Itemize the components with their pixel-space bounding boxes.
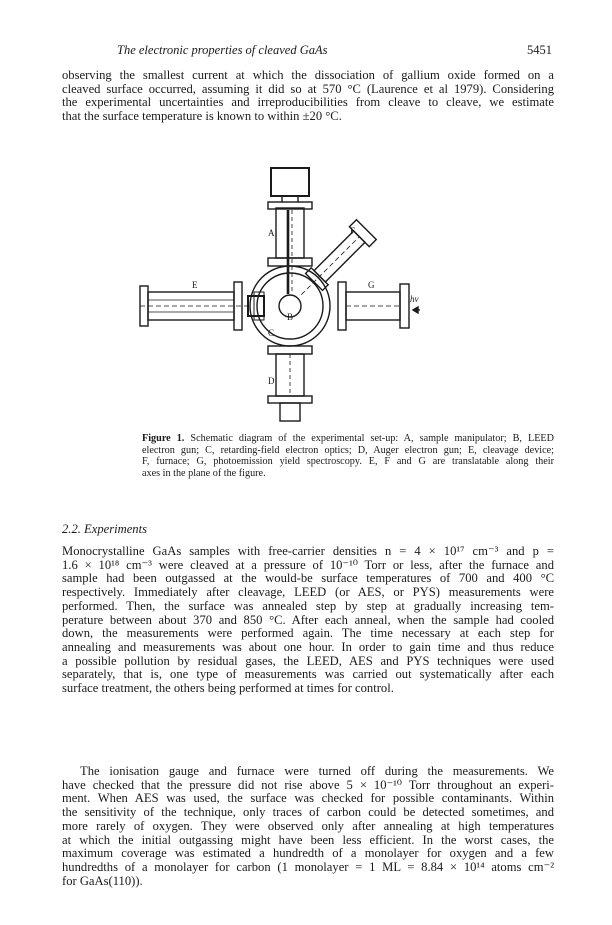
label-e: E bbox=[192, 280, 198, 290]
paragraph-3-line: have checked that the pressure did not rise above 5 × 10⁻¹⁰ Torr throughout an experi- bbox=[62, 777, 554, 792]
paragraph-1-line: that the surface temperature is known to within ±20 °C. bbox=[62, 109, 342, 124]
port-g-end-flange bbox=[400, 284, 409, 328]
paragraph-3-line: hundredths of a monolayer for carbon (1 monolayer = 1 ML = 8.84 × 10¹⁴ atoms cm⁻² bbox=[62, 859, 554, 874]
paragraph-2-line: respectively. Immediately after cleavage, LEED (or AES, or PYS) measurements were bbox=[62, 585, 554, 600]
paragraph-2-line: separately, that is, one type of measurements was carried out systematically after each bbox=[62, 667, 554, 682]
paragraph-2-line: sample had been outgassed at the would-be surface temperatures of 700 and 400 °C bbox=[62, 571, 554, 586]
sample-manipulator bbox=[271, 168, 309, 196]
port-a-tube bbox=[276, 208, 304, 258]
paragraph-1 bbox=[62, 69, 554, 124]
paragraph-2-line: down, the measurements were performed again. The time necessary at each step for bbox=[62, 626, 554, 641]
label-b: B bbox=[287, 312, 294, 322]
caption-line: electron gun; C, retarding-field electron optics; D, Auger electron gun; E, cleavage device; bbox=[142, 444, 554, 456]
paragraph-1-line: cleaved surface occurred, assuming it did so at 570 °C (Laurence et al 1979). Considering bbox=[62, 81, 554, 96]
paragraph-3-line: for GaAs(110)). bbox=[62, 873, 143, 888]
paragraph-3 bbox=[62, 765, 554, 888]
paragraph-2-line: perature between about 370 and 850 °C. After each anneal, when the sample had cooled bbox=[62, 612, 554, 627]
port-d-flange-lower bbox=[268, 396, 312, 403]
paragraph-2 bbox=[62, 545, 554, 696]
paragraph-3-line: ment. When AES was used, the surface was checked for possible contaminants. Within bbox=[62, 791, 554, 806]
paragraph-2-line: performed. Then, the surface was annealed step by step at gradually increasing tem- bbox=[62, 598, 554, 613]
label-c: C bbox=[268, 328, 275, 338]
auger-electron-gun bbox=[280, 403, 300, 421]
paragraph-2-line: surface treatment, the others being performed at times for control. bbox=[62, 681, 394, 696]
paragraph-3-line: maximum coverage was estimated a hundredth of a monolayer for oxygen and a few bbox=[62, 846, 554, 861]
paragraph-2-line: 1.6 × 10¹⁸ cm⁻³ were cleaved at a pressure of 10⁻¹⁰ Torr or less, after the furnace and bbox=[62, 557, 554, 572]
running-head-title: The electronic properties of cleaved GaAs bbox=[117, 43, 328, 57]
caption-line: F, furnace; G, photoemission yield spectroscopy. E, F and G are translatable along their bbox=[142, 456, 554, 468]
port-d-flange bbox=[268, 346, 312, 354]
label-f: F bbox=[350, 226, 356, 236]
paragraph-3-line: The ionisation gauge and furnace were turned off during the measurements. We bbox=[80, 764, 554, 778]
caption-line: Schematic diagram of the experimental set-up: A, sample manipulator; B, LEED bbox=[190, 433, 554, 444]
page-number: 5451 bbox=[527, 43, 552, 57]
figure-1 bbox=[130, 164, 420, 424]
chamber-outer-ring bbox=[250, 266, 330, 346]
paragraph-3-line: at which the initial outgassing might have been less efficient. In the worst cases, the bbox=[62, 832, 554, 847]
paragraph-1-line: observing the smallest current at which the dissociation of gallium oxide formed on a bbox=[62, 68, 554, 82]
paragraph-2-line: Monocrystalline GaAs samples with free-carrier densities n = 4 × 10¹⁷ cm⁻³ and p = bbox=[62, 544, 554, 558]
paragraph-1-line: the experimental uncertainties and irreproducibilities from cleave to cleave, we estimate bbox=[62, 95, 554, 110]
paragraph-3-line: more rarely of oxygen. They were observed only after annealing at high temperatures bbox=[62, 818, 554, 833]
label-a: A bbox=[268, 228, 275, 238]
port-g-flange bbox=[338, 282, 346, 330]
caption-line: axes in the plane of the figure. bbox=[142, 467, 266, 479]
setup-schematic bbox=[130, 164, 420, 424]
paragraph-2-line: a possible pollution by residual gases, the LEED, AES and PYS techniques were used bbox=[62, 653, 554, 668]
figure-caption bbox=[142, 433, 554, 479]
caption-label: Figure 1. bbox=[142, 433, 185, 444]
paragraph-3-line: the sensitivity of the technique, only traces of carbon could be detected sometimes, and bbox=[62, 805, 554, 820]
paragraph-2-line: annealing and measurements was about one hour. In order to gain time and thus reduce bbox=[62, 639, 554, 654]
label-g: G bbox=[368, 280, 375, 290]
section-heading: 2.2. Experiments bbox=[62, 522, 147, 536]
running-head bbox=[62, 43, 552, 59]
label-d: D bbox=[268, 376, 275, 386]
port-a-flange bbox=[268, 258, 312, 266]
label-hv: hν bbox=[410, 294, 419, 304]
